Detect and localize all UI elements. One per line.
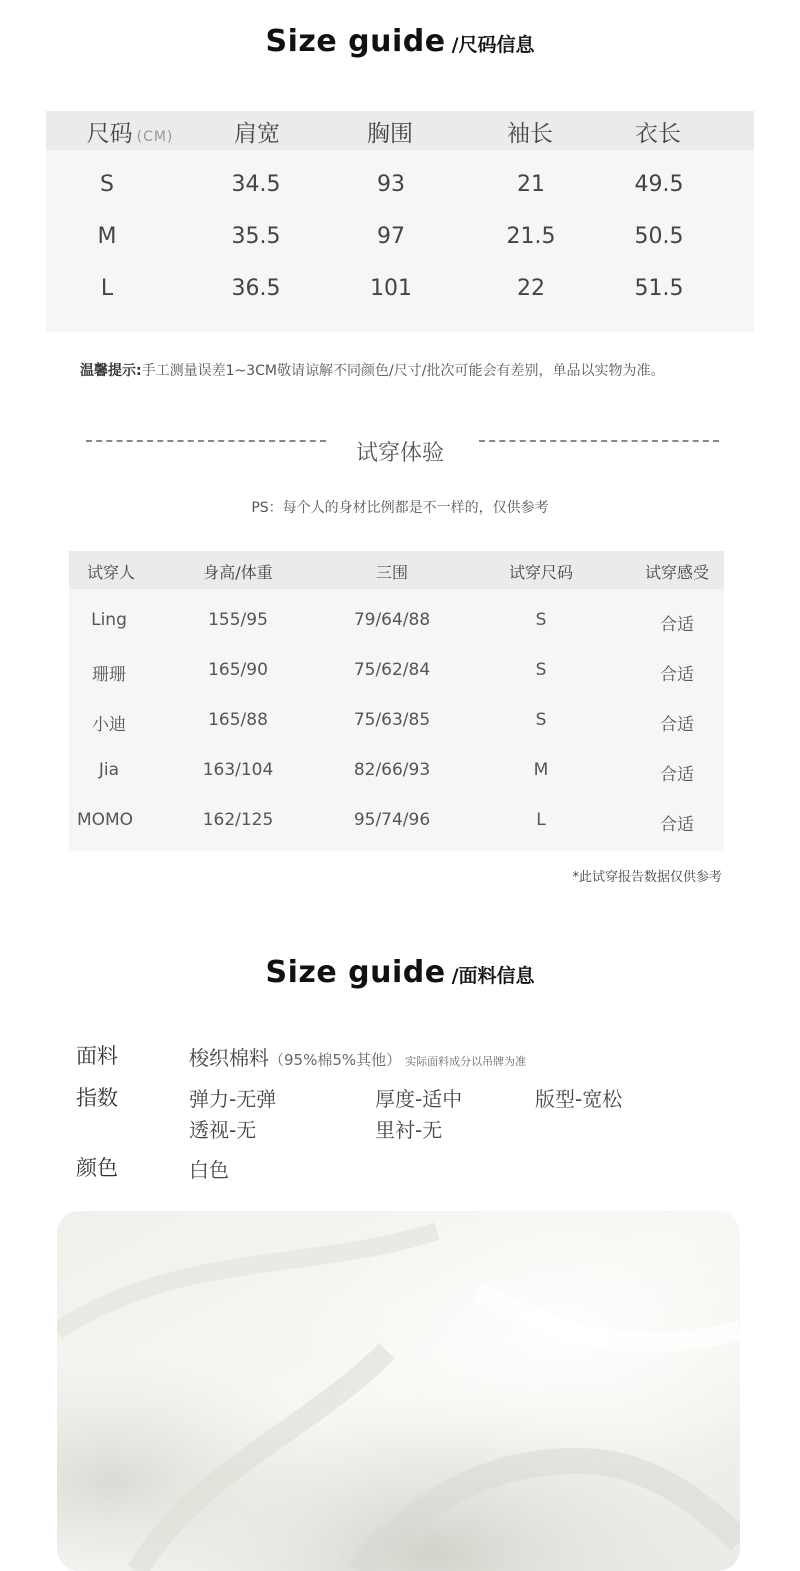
tryon-row <box>69 660 724 710</box>
fabric-composition: （95%棉5%其他） <box>269 1051 402 1069</box>
size-unit: (CM) <box>136 129 174 145</box>
tryon-cell: 165/90 <box>208 660 268 680</box>
tryon-cell: 75/63/85 <box>353 710 431 730</box>
index-elasticity: 弹力-无弹 <box>189 1087 277 1111</box>
size-cell: M <box>97 224 117 249</box>
tryon-cell: MOMO <box>76 810 134 830</box>
tryon-cell: L <box>536 810 546 830</box>
tryon-cell: 95/74/96 <box>353 810 431 830</box>
tryon-cell: 163/104 <box>202 760 274 780</box>
tryon-ps: PS：每个人的身材比例都是不一样的，仅供参考 <box>251 500 549 516</box>
color-label: 颜色 <box>76 1156 118 1180</box>
tryon-row <box>69 760 724 810</box>
size-row <box>46 220 754 260</box>
tryon-header-size: 试穿尺码 <box>508 563 574 582</box>
tryon-cell: Jia <box>98 760 120 780</box>
tryon-cell: 165/88 <box>208 710 268 730</box>
tryon-cell: 155/95 <box>208 610 268 630</box>
tryon-cell: 合适 <box>660 665 694 685</box>
fabric-note: 实际面料成分以吊牌为准 <box>405 1055 527 1068</box>
size-cell: S <box>100 172 114 197</box>
size-header-size: 尺码 (CM) <box>86 121 174 147</box>
size-tips <box>80 360 664 380</box>
fabric-guide-title-en: Size guide <box>265 955 446 990</box>
tryon-row <box>69 710 724 760</box>
size-cell: 22 <box>517 276 545 301</box>
index-label: 指数 <box>76 1086 118 1110</box>
size-cell: 51.5 <box>634 276 684 301</box>
tryon-row <box>69 610 724 660</box>
tryon-cell: S <box>535 710 547 730</box>
tryon-cell: 79/64/88 <box>353 610 431 630</box>
tryon-header-feeling: 试穿感受 <box>644 563 710 582</box>
fabric-label: 面料 <box>76 1044 118 1068</box>
tryon-cell: 合适 <box>660 815 694 835</box>
fabric-guide-title-cn: /面料信息 <box>451 965 535 987</box>
size-cell: 50.5 <box>634 224 684 249</box>
tryon-cell: 合适 <box>660 615 694 635</box>
size-table-header <box>46 111 754 150</box>
size-guide-title-en: Size guide <box>265 24 446 59</box>
fabric-value <box>189 1042 526 1071</box>
size-cell: L <box>100 276 114 301</box>
tryon-cell: 75/62/84 <box>353 660 431 680</box>
size-cell: 49.5 <box>634 172 684 197</box>
index-thickness: 厚度-适中 <box>375 1087 463 1111</box>
size-cell: 93 <box>377 172 405 197</box>
index-fit: 版型-宽松 <box>535 1087 623 1111</box>
fabric-photo <box>57 1211 740 1571</box>
size-table <box>46 111 754 332</box>
tryon-title: 试穿体验 <box>355 441 444 466</box>
index-transparency: 透视-无 <box>189 1118 257 1142</box>
tryon-cell: 合适 <box>660 765 694 785</box>
tryon-cell: 82/66/93 <box>353 760 431 780</box>
tryon-note: *此试穿报告数据仅供参考 <box>572 870 722 885</box>
tryon-cell: Ling <box>91 610 127 630</box>
tryon-header-height-weight: 身高/体重 <box>203 563 273 582</box>
tryon-cell: S <box>535 610 547 630</box>
size-header-sleeve: 袖长 <box>507 121 553 147</box>
size-cell: 21.5 <box>506 224 556 249</box>
color-value: 白色 <box>189 1158 229 1182</box>
fabric-guide-title <box>0 955 800 990</box>
size-cell: 36.5 <box>231 276 281 301</box>
size-row <box>46 272 754 312</box>
tryon-cell: 162/125 <box>202 810 274 830</box>
tryon-cell: 小迪 <box>92 715 126 735</box>
size-header-shoulder: 肩宽 <box>234 121 280 147</box>
size-cell: 34.5 <box>231 172 281 197</box>
tryon-cell: 珊珊 <box>92 665 126 685</box>
size-row <box>46 168 754 208</box>
fabric-texture-image <box>57 1211 740 1571</box>
tips-label: 温馨提示: <box>80 363 142 379</box>
tryon-header-person: 试穿人 <box>86 563 136 582</box>
tryon-header-measurements: 三围 <box>375 563 409 582</box>
size-header-chest: 胸围 <box>367 121 413 147</box>
size-cell: 35.5 <box>231 224 281 249</box>
fabric-material: 梭织棉料 <box>189 1046 269 1070</box>
size-cell: 97 <box>377 224 405 249</box>
size-header-length: 衣长 <box>635 121 681 147</box>
size-cell: 101 <box>370 276 412 301</box>
tryon-cell: M <box>533 760 549 780</box>
tryon-cell: S <box>535 660 547 680</box>
tryon-cell: 合适 <box>660 715 694 735</box>
size-guide-title-cn: /尺码信息 <box>451 34 535 56</box>
index-lining: 里衬-无 <box>375 1118 443 1142</box>
size-cell: 21 <box>517 172 545 197</box>
tryon-table-header <box>69 551 724 589</box>
tryon-table <box>69 551 724 851</box>
size-guide-title <box>0 24 800 59</box>
tryon-row <box>69 810 724 860</box>
tips-text: 手工测量误差1~3CM敬请谅解不同颜色/尺寸/批次可能会有差别，单品以实物为准。 <box>141 363 665 379</box>
